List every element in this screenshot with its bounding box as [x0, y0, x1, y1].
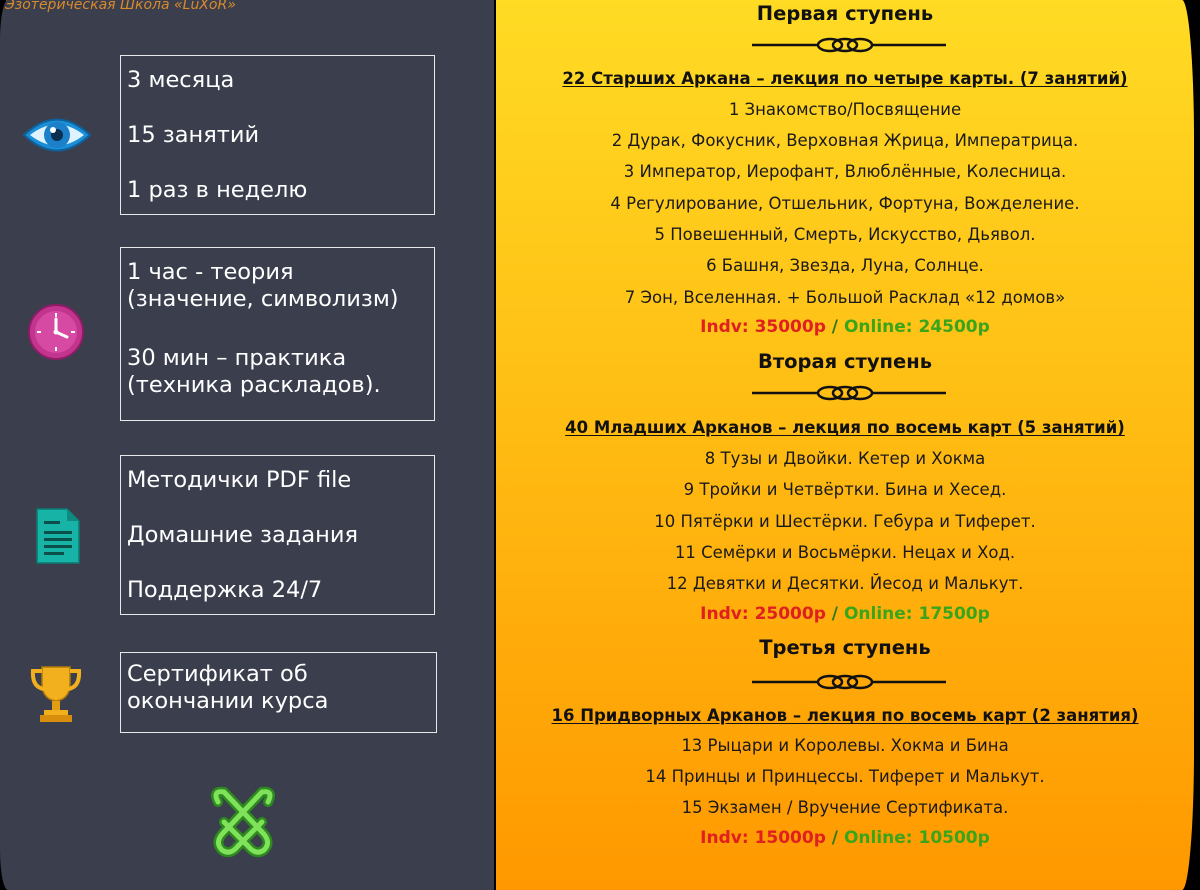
lesson-item: 12 Девятки и Десятки. Йесод и Малькут. — [666, 574, 1024, 593]
stage-3-heading: 16 Придворных Арканов – лекция по восемь карт (2 занятия) — [551, 706, 1139, 725]
format-theory: 1 час - теория — [127, 259, 294, 285]
duration-lessons: 15 занятий — [127, 122, 260, 148]
price-individual: Indv: 35000р — [700, 317, 826, 337]
certificate-box — [120, 652, 437, 733]
lesson-format-box — [120, 247, 435, 421]
lesson-item: 2 Дурак, Фокусник, Верховная Жрица, Императрица. — [611, 131, 1079, 150]
price-online: Online: 24500р — [843, 317, 990, 337]
format-practice: 30 мин – практика — [127, 345, 347, 371]
lesson-item: 3 Император, Иерофант, Влюблённые, Колесница. — [623, 162, 1067, 181]
lesson-item: 7 Эон, Вселенная. + Большой Расклад «12 домов» — [624, 288, 1066, 307]
price-online: Online: 10500р — [843, 828, 990, 848]
clock-icon — [27, 303, 85, 361]
left-panel — [0, 0, 494, 890]
price-online: Online: 17500р — [843, 604, 990, 624]
price-separator: / — [825, 604, 844, 624]
certificate-line-1: Сертификат об — [127, 661, 308, 687]
lesson-item: 8 Тузы и Двойки. Кетер и Хокма — [704, 449, 986, 468]
stage-3-title: Третья ступень — [759, 636, 931, 659]
stage-1-price — [496, 317, 1194, 337]
stage-2-heading: 40 Младших Арканов – лекция по восемь карт (5 занятий) — [565, 418, 1125, 437]
lesson-item: 14 Принцы и Принцессы. Тиферет и Малькут. — [645, 767, 1045, 786]
price-separator: / — [825, 317, 844, 337]
school-name: Эзотерическая Школа «LuXoR» — [5, 0, 236, 13]
certificate-line-2: окончании курса — [127, 688, 329, 714]
materials-homework: Домашние задания — [127, 522, 358, 548]
celtic-knot-icon — [204, 782, 282, 860]
ornament-divider — [496, 671, 1194, 693]
duration-months: 3 месяца — [127, 67, 235, 93]
eye-icon — [22, 112, 92, 158]
lesson-item: 4 Регулирование, Отшельник, Фортуна, Вожделение. — [610, 194, 1080, 213]
duration-frequency: 1 раз в неделю — [127, 177, 308, 203]
price-individual: Indv: 25000р — [700, 604, 826, 624]
lesson-item: 13 Рыцари и Королевы. Хокма и Бина — [681, 736, 1009, 755]
lesson-item: 11 Семёрки и Восьмёрки. Нецах и Ход. — [674, 543, 1016, 562]
ornament-divider — [496, 382, 1194, 404]
course-program-panel — [496, 0, 1194, 890]
trophy-icon — [30, 663, 82, 723]
price-separator: / — [825, 828, 844, 848]
materials-support: Поддержка 24/7 — [127, 577, 323, 603]
lesson-item: 10 Пятёрки и Шестёрки. Гебура и Тиферет. — [654, 512, 1036, 531]
document-icon — [35, 507, 81, 565]
lesson-item: 6 Башня, Звезда, Луна, Солнце. — [706, 256, 984, 275]
format-theory-detail: (значение, символизм) — [127, 286, 399, 312]
price-individual: Indv: 15000р — [700, 828, 826, 848]
lesson-item: 9 Тройки и Четвёртки. Бина и Хесед. — [683, 480, 1007, 499]
materials-pdf: Методички PDF file — [127, 467, 352, 493]
stage-2-price — [496, 604, 1194, 624]
format-practice-detail: (техника раскладов). — [127, 372, 381, 398]
ornament-divider — [496, 34, 1194, 56]
duration-box — [120, 55, 435, 215]
stage-1-heading: 22 Старших Аркана – лекция по четыре карты. (7 занятий) — [562, 69, 1128, 88]
stage-2-title: Вторая ступень — [757, 350, 933, 373]
stage-1-title: Первая ступень — [756, 2, 934, 25]
lesson-item: 5 Повешенный, Смерть, Искусство, Дьявол. — [654, 225, 1036, 244]
materials-box — [120, 455, 435, 615]
lesson-item: 1 Знакомство/Посвящение — [728, 100, 962, 119]
stage-3-price — [496, 828, 1194, 848]
lesson-item: 15 Экзамен / Вручение Сертификата. — [681, 798, 1009, 817]
